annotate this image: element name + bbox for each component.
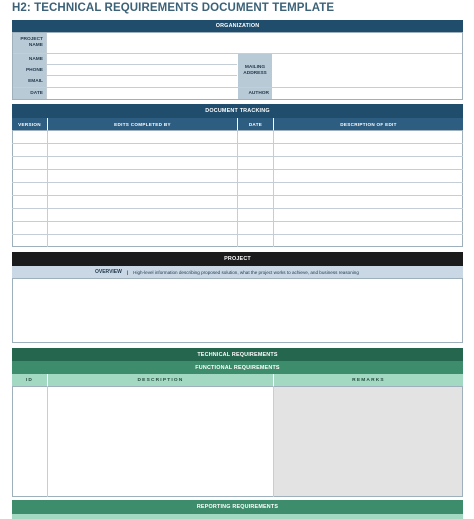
table-row <box>12 208 463 209</box>
functional-requirements-header: FUNCTIONAL REQUIREMENTS <box>12 361 463 374</box>
mailing-address-field[interactable] <box>273 54 462 87</box>
column-divider <box>237 130 238 247</box>
column-divider <box>273 386 274 497</box>
overview-text: High-level information describing proposed solution, what the project works to achieve, and business reasoning <box>133 269 359 275</box>
document-tracking-header: DOCUMENT TRACKING <box>12 104 463 118</box>
overview-separator: | <box>126 269 129 275</box>
col-id: ID <box>12 374 47 386</box>
col-date: DATE <box>238 118 273 130</box>
col-version: VERSION <box>12 118 47 130</box>
col-remarks: REMARKS <box>274 374 463 386</box>
reporting-requirements-header: REPORTING REQUIREMENTS <box>12 500 463 514</box>
reporting-column-strip <box>12 514 463 519</box>
table-row <box>12 143 463 144</box>
email-field[interactable] <box>47 76 237 87</box>
col-description-of-edit: DESCRIPTION OF EDIT <box>274 118 463 130</box>
table-row <box>12 182 463 183</box>
overview-label: OVERVIEW <box>95 269 122 275</box>
description-field[interactable] <box>48 387 273 496</box>
name-label: NAME <box>13 54 46 65</box>
table-row <box>12 156 463 157</box>
table-row <box>12 169 463 170</box>
table-row <box>12 234 463 235</box>
table-row <box>12 195 463 196</box>
column-divider <box>47 130 48 247</box>
organization-header: ORGANIZATION <box>12 20 463 32</box>
phone-label: PHONE <box>13 65 46 76</box>
col-description: DESCRIPTION <box>48 374 273 386</box>
project-header: PROJECT <box>12 252 463 266</box>
col-edits-completed-by: EDITS COMPLETED BY <box>48 118 237 130</box>
row-divider <box>47 64 237 65</box>
date-field[interactable] <box>47 88 237 99</box>
date-label: DATE <box>13 88 46 99</box>
page-title: H2: TECHNICAL REQUIREMENTS DOCUMENT TEMPLATE <box>12 2 335 14</box>
column-divider <box>273 130 274 247</box>
author-field[interactable] <box>273 88 462 99</box>
overview-row <box>12 266 463 278</box>
remarks-field[interactable] <box>274 387 462 496</box>
project-name-label: PROJECT NAME <box>13 33 46 53</box>
email-label: EMAIL <box>13 76 46 87</box>
project-name-field[interactable] <box>47 33 462 53</box>
mailing-address-label: MAILING ADDRESS <box>238 54 272 87</box>
author-label: AUTHOR <box>238 88 272 99</box>
row-divider <box>47 75 237 76</box>
technical-requirements-header: TECHNICAL REQUIREMENTS <box>12 348 463 361</box>
table-row <box>12 221 463 222</box>
project-overview-field[interactable] <box>12 278 463 343</box>
